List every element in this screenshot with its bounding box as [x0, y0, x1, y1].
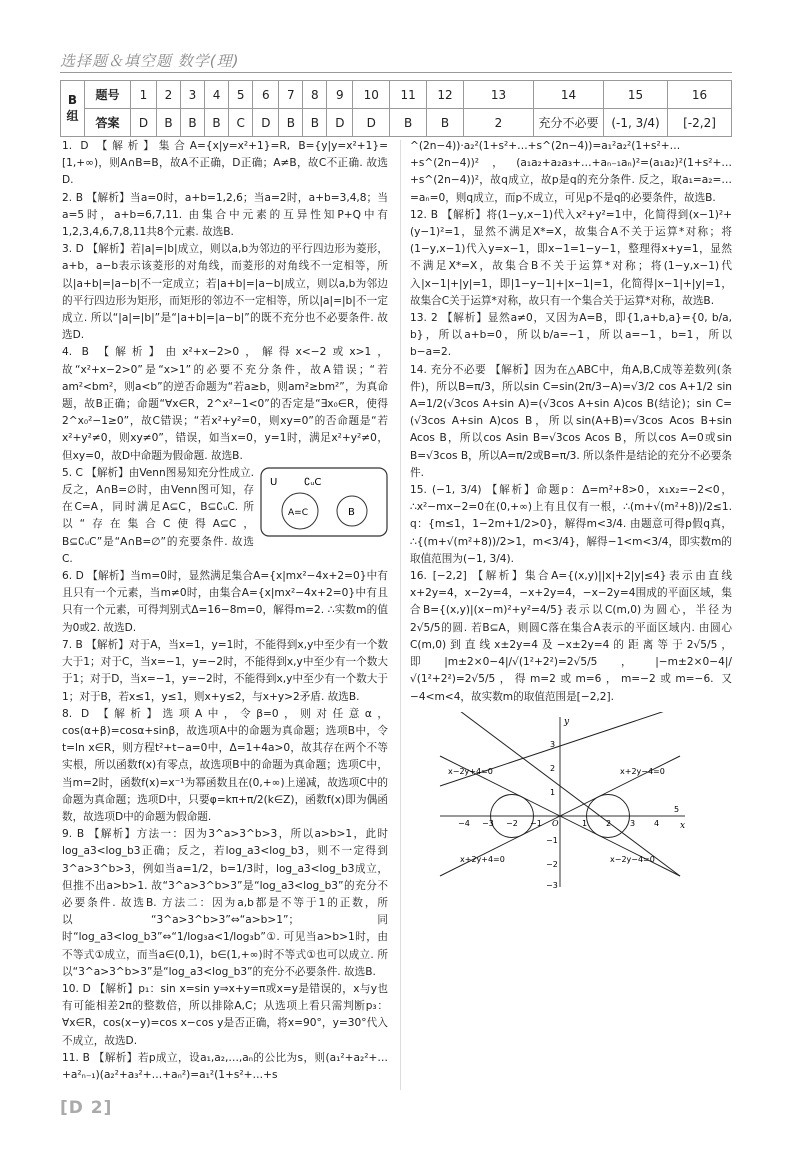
x-tick: 4 [654, 818, 660, 828]
solution-9: 9. B 【解析】方法一：因为3^a>3^b>3，所以a>b>1，此时log_a3<log_b3正确；反之，若log_a3<log_b3，则不一定得到3^a>3^b>3，例如当a=1/2，b=1/3时，log_a3<log_b3成立，但推不出a>b>1. 故“3^a>3^b>3”是“log_a3<log_b3”的充分不必要条件. 故选B. 方法二：因为a,b都是不等于1的正数，所以“3^a>3^b>3”⇔“a>b>1”；同时“log_a3<log_b3”⇔“1/log₃a<1/log₃b”①. 可见当a>b>1时，由不等式①成立，而当a∈(0,1)，b∈(1,+∞)时不等式①也可以成立. 所以“3^a>3^b>3”是“log_a3<log_b3”的充分不必要条件. 故选B. [62, 828, 388, 978]
solution-8: 8. D 【解析】选项A中，令β=0，则对任意α，cos(α+β)=cosα+sinβ，故选项A中的命题为真命题；选项B中，令t=ln x∈R，则方程t²+t−a=0中，Δ=1+4a>0，故其存在两个不等实根，所以函数f(x)有零点，故选项B中的命题为真命题；选项C中，当m=2时，函数f(x)=x⁻¹为幂函数且在(0,+∞)上递减，故选项C中的命题为真命题；选项D中，只要φ=kπ+π/2(k∈Z)，函数f(x)即为偶函数，故选项D中的命题为假命题. [62, 707, 388, 823]
venn-universe [261, 468, 387, 536]
solution-6: 6. D 【解析】当m=0时，显然满足集合A={x|mx²−4x+2=0}中有且只有一个元素，当m≠0时，由集合A={x|mx²−4x+2=0}中有且只有一个元素，可得判别式Δ=16−8m=0，解得m=2. ∴实数m的值为0或2. 故选D. [62, 570, 388, 634]
x-tick: 3 [630, 818, 636, 828]
label-line-4: x−2y−4=0 [610, 854, 655, 864]
solution-7: 7. B 【解析】对于A，当x=1，y=1时，不能得到x,y中至少有一个数大于1；对于C，当x=−1，y=−2时，不能得到x,y中至少有一个数大于1；对于D，当x=−1，y=−2时，不能得到x,y中至少有一个数大于1；对于B，若x≤1，y≤1，则x+y≤2，与x+y>2矛盾. 故选B. [62, 638, 388, 703]
answer-cell: (-1, 3/4) [604, 109, 668, 137]
row-label-answers: 答案 [85, 109, 131, 137]
solution-3: 3. D 【解析】若|a|=|b|成立，则以a,b为邻边的平行四边形为菱形，a+b，a−b表示该菱形的对角线，而菱形的对角线不一定相等，所以|a+b|=|a−b|不一定成立；若|a+b|=|a−b|成立，则以a,b为邻边的平行四边形为矩形，而矩形的邻边不一定相等，所以|a|=|b|不一定成立. 所以“|a|=|b|”是“|a+b|=|a−b|”的既不充分也不必要条件. 故选D. [62, 243, 388, 342]
page-number: [D 2] [60, 1098, 113, 1118]
y-tick: −2 [546, 859, 558, 869]
solution-11: 11. B 【解析】若p成立，设a₁,a₂,…,aₙ的公比为s，则(a₁²+a₂²+…+a²ₙ₋₁)(a₂²+a₃²+…+aₙ²)=a₁²(1+s²+…+s [62, 1051, 388, 1081]
num-cell: 12 [427, 81, 464, 109]
num-cell: 1 [131, 81, 157, 109]
x-tick: −2 [506, 818, 518, 828]
page-header: 选择题＆填空题 数学(理) [60, 52, 240, 70]
solution-13: 13. 2 【解析】显然a≠0，又因为A=B，即{1,a+b,a}={0, b/a, b}，所以a+b=0，所以b/a=−1，所以a=−1，b=1，所以b−a=2. [410, 312, 732, 359]
y-tick: −1 [546, 835, 558, 845]
answer-cell: B [279, 109, 303, 137]
solution-14: 14. 充分不必要 【解析】因为在△ABC中，角A,B,C成等差数列(条件)，所以B=π/3，所以sin C=sin(2π/3−A)=√3/2 cos A+1/2 sin A=1/2(√3cos A+sin A)=(√3cos A+sin A)cos B(结论)；sin C=(√3cos A+sin A)cos B，所以sin(A+B)=√3cos Acos B+sin Acos B，所以cos Asin B=√3cos Acos B，所以cos A=0或sin B=√3cos B，所以A=π/2或B=π/3. 所以条件是结论的充分不必要条件. [410, 363, 732, 479]
solution-15: 15. (−1, 3/4) 【解析】命题p：Δ=m²+8>0，x₁x₂=−2<0，∴x²−mx−2=0在(0,+∞)上有且仅有一根，∴(m+√(m²+8))/2≤1. q：{m≤1，1−2m+1/2>0}，解得m<3/4. 由题意可得p假q真，∴{(m+√(m²+8))/2>1，m<3/4}，解得−1<m<3/4，即实数m的取值范围为(−1, 3/4). [410, 484, 732, 565]
solution-10: 10. D 【解析】p₁：sin x=sin y⇒x+y=π或x=y是错误的，x与y也有可能相差2π的整数倍，所以排除A,C；从选项上看只需判断p₃：∀x∈R，cos(x−y)=cos x−cos y是否正确，将x=90°，y=30°代入不成立，故选D. [62, 982, 388, 1047]
num-cell: 3 [180, 81, 204, 109]
header-rule [60, 72, 732, 73]
group-label: B组 [61, 81, 85, 137]
num-cell: 10 [353, 81, 390, 109]
solution-5: 5. C 【解析】由Venn图易知充分性成立. 反之，A∩B=∅时，由Venn图可知，存在C=A，同时满足A⊆C，B⊆∁ᵤC. 所以“存在集合C使得A⊆C，B⊆∁ᵤC”是“A∩B=∅”的充要条件. 故选C. [62, 466, 254, 565]
venn-diagram [260, 467, 388, 537]
right-column [410, 138, 732, 892]
region-graph [430, 712, 690, 892]
x-tick: 2 [606, 818, 612, 828]
answer-cell: B [156, 109, 180, 137]
num-cell: 8 [303, 81, 327, 109]
label-line-2: x+2y−4=0 [620, 766, 665, 776]
origin-label: O [552, 818, 559, 828]
answer-cell: D [131, 109, 157, 137]
answer-cell: 充分不必要 [534, 109, 604, 137]
answer-cell: D [327, 109, 353, 137]
y-tick: 2 [550, 763, 556, 773]
num-cell: 16 [668, 81, 732, 109]
answer-cell: [-2,2] [668, 109, 732, 137]
solution-11-cont: ^(2n−4))·a₂²(1+s²+…+s^(2n−4))=a₁²a₂²(1+s²+…+s^(2n−4))²，(a₁a₂+a₂a₃+…+aₙ₋₁aₙ)²=(a₁a₂)²(1+s²+…+s^(2n−4))²，故q成立，故p是q的充分条件. 反之，取a₁=a₂=…=aₙ=0，则q成立，而p不成立，可见p不是q的必要条件，故选B. [410, 140, 732, 204]
x-tick: −1 [530, 818, 542, 828]
answer-cell: C [229, 109, 253, 137]
y-tick: 3 [550, 739, 556, 749]
num-cell: 15 [604, 81, 668, 109]
num-cell: 7 [279, 81, 303, 109]
solution-1: 1. D 【解析】集合A={x|y=x²+1}=R, B={y|y=x²+1}=[1,+∞)，则A∩B=B，故A不正确，D正确；A≠B，故C不正确. 故选D. [62, 140, 388, 187]
x-tick: −4 [458, 818, 470, 828]
x-tick: 5 [674, 804, 680, 814]
num-cell: 13 [464, 81, 534, 109]
venn-complement-label: ∁ᵤC [304, 476, 322, 488]
answer-cell: B [390, 109, 427, 137]
answer-table [60, 80, 732, 137]
venn-b-label: B [348, 506, 355, 518]
y-tick: 1 [550, 787, 556, 797]
y-tick: −3 [546, 880, 558, 890]
y-axis-label: y [564, 716, 570, 727]
answer-cell: B [180, 109, 204, 137]
answer-cell: D [353, 109, 390, 137]
label-line-1: x−2y+4=0 [448, 766, 493, 776]
x-tick: −3 [482, 818, 494, 828]
answer-cell: B [205, 109, 229, 137]
num-cell: 14 [534, 81, 604, 109]
num-cell: 2 [156, 81, 180, 109]
solution-4: 4. B 【解析】由x²+x−2>0，解得x<−2或x>1，故“x²+x−2>0”是“x>1”的必要不充分条件，故A错误；“若am²<bm²，则a<b”的逆否命题为“若a≥b，则am²≥bm²”，为真命题，故B正确；命题“∀x∈R，2^x²−1<0”的否定是“∃x₀∈R，使得2^x₀²−1≥0”，故C错误；“若x²+y²=0，则xy=0”的否命题是“若x²+y²≠0，则xy≠0”，错误，如当x=0，y=1时，满足x²+y²≠0，但xy=0，故D中命题为假命题. 故选B. [62, 346, 388, 462]
column-divider [400, 140, 401, 1090]
row-label-numbers: 题号 [85, 81, 131, 109]
answer-cell: B [427, 109, 464, 137]
num-cell: 4 [205, 81, 229, 109]
solution-2: 2. B 【解析】当a=0时，a+b=1,2,6；当a=2时，a+b=3,4,8；当a=5时，a+b=6,7,11. 由集合中元素的互异性知P+Q中有1,2,3,4,6,7,8,11共8个元素. 故选B. [62, 191, 388, 239]
solution-12: 12. B 【解析】将(1−y,x−1)代入x²+y²=1中，化简得到(x−1)²+(y−1)²=1，显然不满足X*=X，故集合A不关于运算*对称；将(1−y,x−1)代入y=x−1，即x−1=1−y−1，整理得x+y=1，显然不满足X*=X，故集合B不关于运算*对称；将(1−y,x−1)代入|x−1|+|y|=1，即|1−y−1|+|x−1|=1，化简得|x−1|+|y|=1，故集合C关于运算*对称，故只有一个集合关于运算*对称，故选B. [410, 208, 732, 307]
answer-cell: B [303, 109, 327, 137]
left-column [62, 138, 388, 1084]
venn-a-label: A=C [288, 507, 308, 518]
label-line-3: x+2y+4=0 [460, 854, 505, 864]
answer-cell: D [253, 109, 279, 137]
x-tick: 1 [582, 818, 588, 828]
num-cell: 5 [229, 81, 253, 109]
venn-u-label: U [270, 476, 278, 488]
answer-cell: 2 [464, 109, 534, 137]
num-cell: 6 [253, 81, 279, 109]
num-cell: 9 [327, 81, 353, 109]
x-axis-label: x [680, 820, 686, 831]
answer-table-row-answers [61, 109, 732, 137]
num-cell: 11 [390, 81, 427, 109]
answer-table-row-numbers [61, 81, 732, 109]
solution-16: 16. [−2,2] 【解析】集合A={(x,y)||x|+2|y|≤4}表示由直线x+2y=4，x−2y=4，−x+2y=4，−x−2y=4围成的平面区域，集合B={(x,y)|(x−m)²+y²=4/5}表示以C(m,0)为圆心，半径为2√5/5的圆. 若B⊆A，则圆C落在集合A表示的平面区域内. 由圆心C(m,0)到直线x±2y=4及−x±2y=4的距离等于2√5/5，即|m±2×0−4|/√(1²+2²)=2√5/5，|−m±2×0−4|/√(1²+2²)=2√5/5，得m=2或m=6，m=−2或m=−6. 又−4<m<4，故实数m的取值范围是[−2,2]. [410, 570, 732, 703]
